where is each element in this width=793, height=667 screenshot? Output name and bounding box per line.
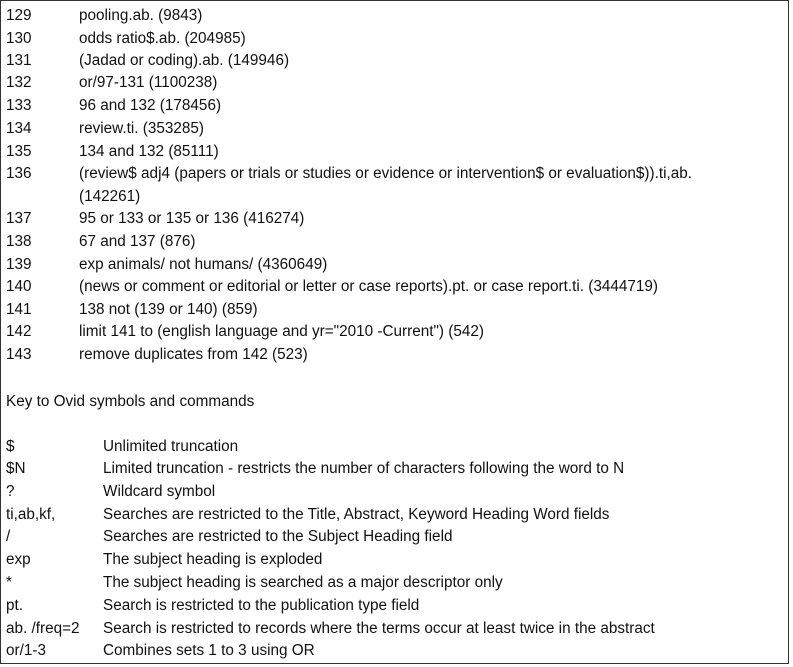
key-description: Wildcard symbol bbox=[103, 483, 216, 500]
key-symbol: $N bbox=[6, 460, 26, 477]
line-number: 143 bbox=[6, 346, 32, 363]
line-query: 67 and 137 (876) bbox=[79, 233, 196, 250]
line-query: limit 141 to (english language and yr="2010 -Current") (542) bbox=[79, 323, 484, 340]
line-number: 131 bbox=[6, 52, 32, 69]
line-query-continuation: (142261) bbox=[79, 188, 141, 205]
line-number: 136 bbox=[6, 165, 32, 182]
line-number: 138 bbox=[6, 233, 32, 250]
key-symbol: ti,ab,kf, bbox=[6, 506, 56, 523]
line-query: review.ti. (353285) bbox=[79, 120, 204, 137]
line-number: 133 bbox=[6, 97, 32, 114]
key-symbol: exp bbox=[6, 551, 31, 568]
key-description: Searches are restricted to the Subject Heading field bbox=[103, 528, 453, 545]
line-number: 141 bbox=[6, 301, 32, 318]
line-query: (review$ adj4 (papers or trials or studies or evidence or intervention$ or evaluation$)).ti,ab. bbox=[79, 165, 693, 182]
line-query: pooling.ab. (9843) bbox=[79, 7, 203, 24]
line-number: 134 bbox=[6, 120, 32, 137]
key-symbol: ab. /freq=2 bbox=[6, 620, 80, 637]
key-title: Key to Ovid symbols and commands bbox=[6, 393, 255, 410]
key-symbol: pt. bbox=[6, 597, 24, 614]
line-number: 135 bbox=[6, 143, 32, 160]
line-query: exp animals/ not humans/ (4360649) bbox=[79, 256, 328, 273]
key-symbol: * bbox=[6, 574, 12, 591]
key-description: The subject heading is exploded bbox=[103, 551, 323, 568]
key-symbol: ? bbox=[6, 483, 15, 500]
line-query: remove duplicates from 142 (523) bbox=[79, 346, 308, 363]
line-number: 130 bbox=[6, 30, 32, 47]
line-query: 95 or 133 or 135 or 136 (416274) bbox=[79, 210, 305, 227]
key-description: Search is restricted to records where the terms occur at least twice in the abstract bbox=[103, 620, 655, 637]
line-query: 96 and 132 (178456) bbox=[79, 97, 222, 114]
key-description: The subject heading is searched as a major descriptor only bbox=[103, 574, 503, 591]
line-query: 134 and 132 (85111) bbox=[79, 143, 219, 160]
line-number: 137 bbox=[6, 210, 32, 227]
line-query: odds ratio$.ab. (204985) bbox=[79, 30, 246, 47]
line-query: or/97-131 (1100238) bbox=[79, 74, 218, 91]
line-number: 140 bbox=[6, 278, 32, 295]
key-description: Search is restricted to the publication type field bbox=[103, 597, 420, 614]
key-symbol: or/1-3 bbox=[6, 642, 46, 659]
line-number: 139 bbox=[6, 256, 32, 273]
line-query: (Jadad or coding).ab. (149946) bbox=[79, 52, 290, 69]
key-description: Limited truncation - restricts the number of characters following the word to N bbox=[103, 460, 625, 477]
key-description: Unlimited truncation bbox=[103, 438, 239, 455]
line-number: 132 bbox=[6, 74, 32, 91]
line-query: (news or comment or editorial or letter or case reports).pt. or case report.ti. (3444719) bbox=[79, 278, 658, 295]
line-number: 129 bbox=[6, 7, 32, 24]
key-description: Searches are restricted to the Title, Abstract, Keyword Heading Word fields bbox=[103, 506, 610, 523]
key-symbol: / bbox=[6, 528, 11, 545]
line-number: 142 bbox=[6, 323, 32, 340]
line-query: 138 not (139 or 140) (859) bbox=[79, 301, 258, 318]
key-symbol: $ bbox=[6, 438, 15, 455]
key-description: Combines sets 1 to 3 using OR bbox=[103, 642, 315, 659]
